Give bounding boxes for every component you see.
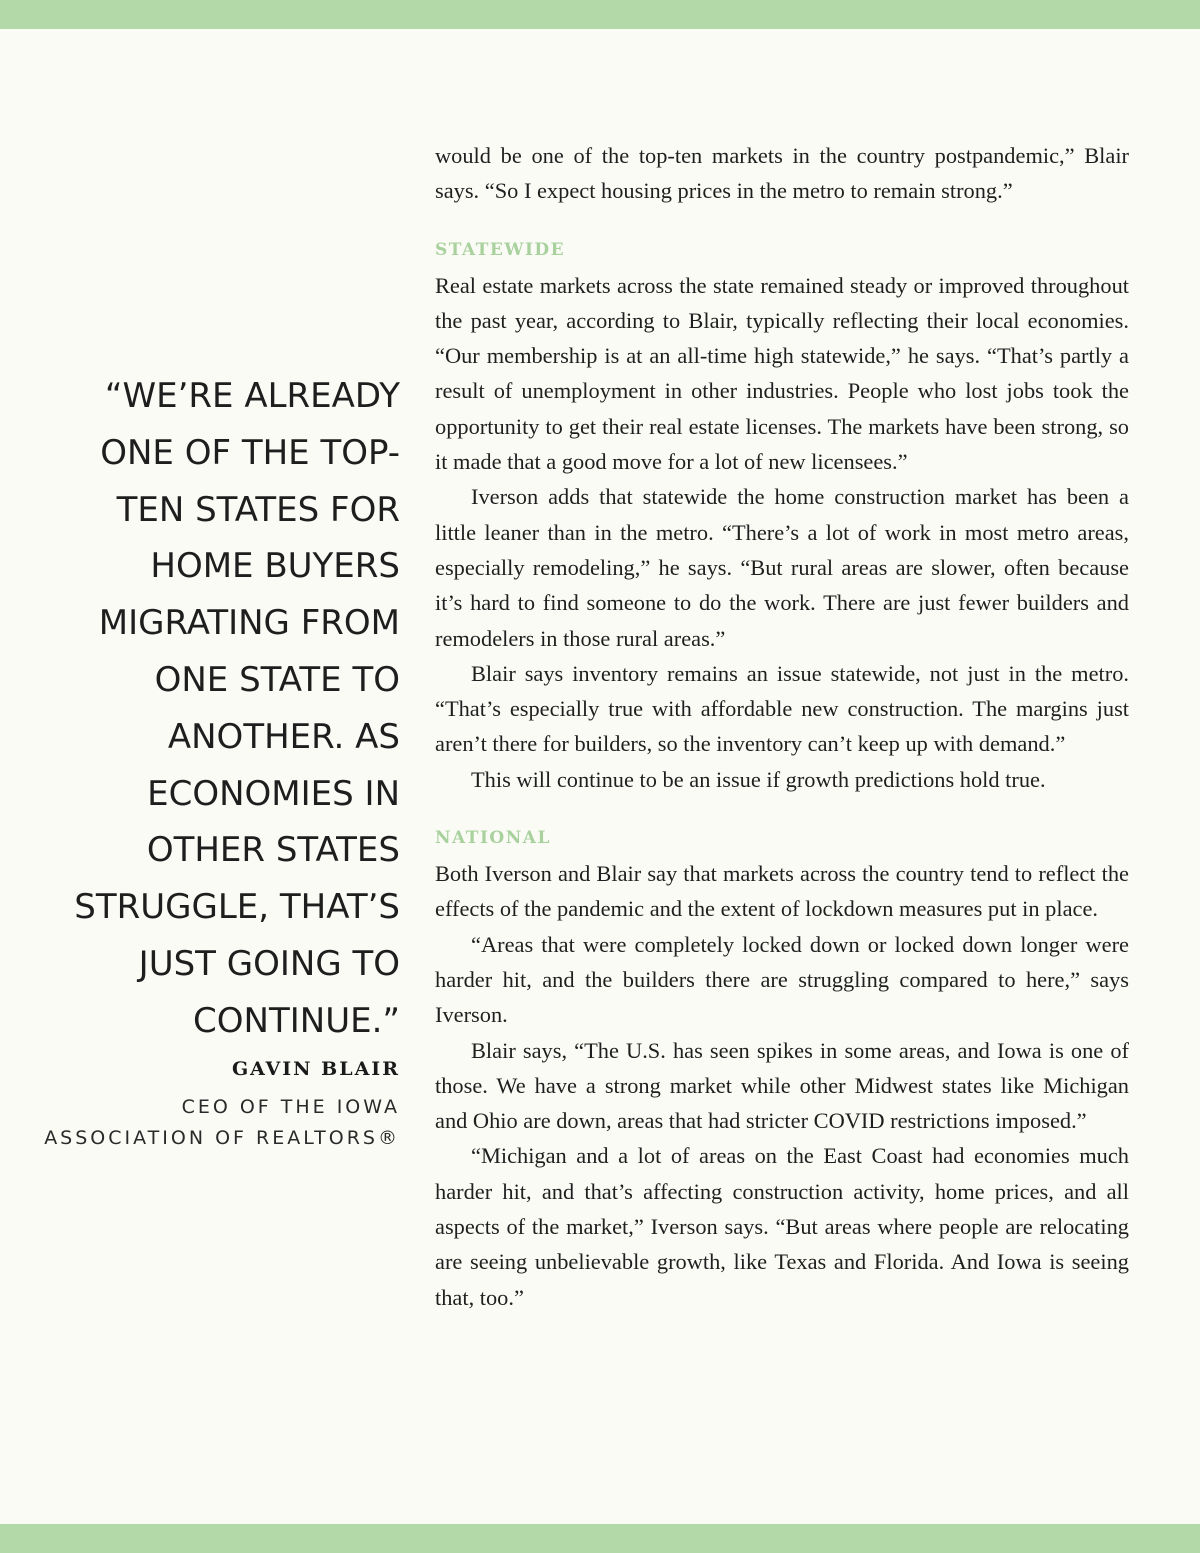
intro-paragraph: would be one of the top-ten markets in the country postpandemic,” Blair says. “So I expect housing prices in the metro to remain strong.” — [435, 143, 1129, 204]
statewide-paragraph-2: Iverson adds that statewide the home construction market has been a little leaner than in the metro. “There’s a lot of work in most metro areas, especially remodeling,” he says. “But rural areas are slower, often because it’s hard to find someone to do the work. There are just fewer builders and remodelers in those rural areas.” — [435, 484, 1129, 651]
pull-quote-text: “WE’RE ALREADY ONE OF THE TOP-TEN STATES FOR HOME BUYERS MIGRATING FROM ONE STATE TO ANOTHER. AS ECONOMIES IN OTHER STATES STRUGGLE, THAT’S JUST GOING TO CONTINUE.” — [74, 376, 400, 1041]
bottom-color-band — [0, 1524, 1200, 1553]
national-paragraph-1: Both Iverson and Blair say that markets across the country tend to reflect the effects of the pandemic and the extent of lockdown measures put in place. — [435, 861, 1129, 922]
pull-quote-attribution-title: CEO OF THE IOWA ASSOCIATION OF REALTORS® — [44, 1095, 400, 1149]
national-paragraph-3: Blair says, “The U.S. has seen spikes in some areas, and Iowa is one of those. We have a strong market while other Midwest states like Michigan and Ohio are down, areas that had stricter COVID restrictions imposed.” — [435, 1037, 1129, 1134]
statewide-paragraph-1: Real estate markets across the state remained steady or improved throughout the past year, according to Blair, typically reflecting their local economies. “Our membership is at an all-time high statewide,” he says. “That’s partly a result of unemployment in other industries. People who lost jobs took the opportunity to get their real estate licenses. The markets have been strong, so it made that a good move for a lot of new licensees.” — [435, 272, 1129, 475]
pull-quote-attribution-name: GAVIN BLAIR — [231, 1057, 400, 1080]
national-paragraph-2: “Areas that were completely locked down or locked down longer were harder hit, and the builders there are struggling compared to here,” says Iverson. — [435, 931, 1129, 1028]
section-heading-national: NATIONAL — [435, 828, 551, 849]
article-body — [435, 138, 1129, 1315]
section-heading-statewide: STATEWIDE — [435, 239, 566, 260]
national-paragraph-4: “Michigan and a lot of areas on the East Coast had economies much harder hit, and that’s affecting construction activity, home prices, and all aspects of the market,” Iverson says. “But areas where people are relocating are seeing unbelievable growth, like Texas and Florida. And Iowa is seeing that, too.” — [435, 1143, 1129, 1310]
statewide-paragraph-3: Blair says inventory remains an issue statewide, not just in the metro. “That’s especially true with affordable new construction. The margins just aren’t there for builders, so the inventory can’t keep up with demand.” — [435, 660, 1129, 757]
pull-quote — [40, 368, 400, 1154]
statewide-paragraph-4: This will continue to be an issue if growth predictions hold true. — [471, 766, 1046, 792]
top-color-band — [0, 0, 1200, 29]
